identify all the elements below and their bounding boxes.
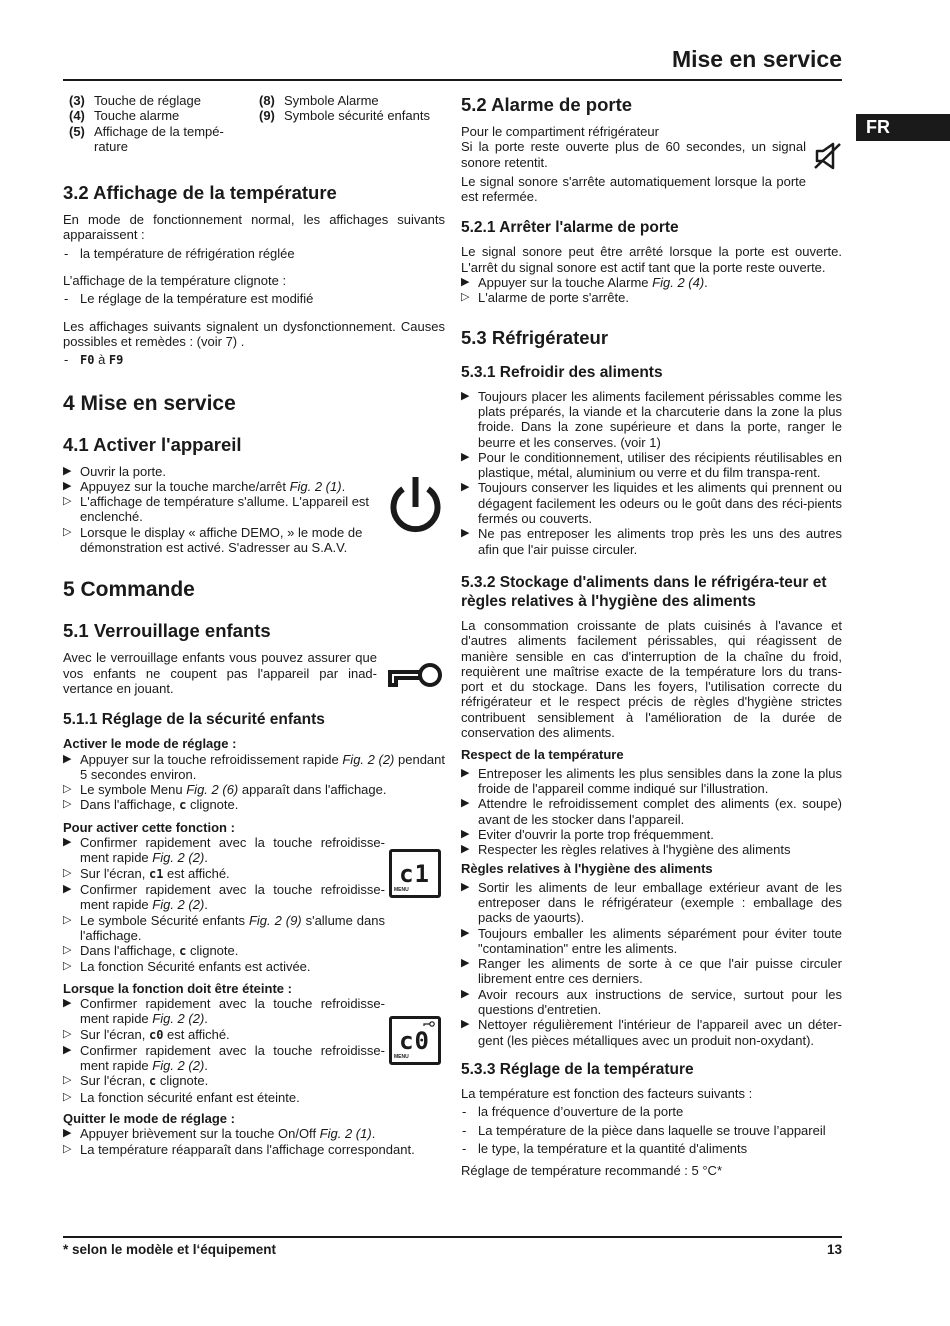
step-heading: Activer le mode de réglage :	[63, 736, 237, 752]
power-icon	[387, 473, 444, 537]
list-item: ▶ Ranger les aliments de sorte à ce que l'air puisse circuler librement entre ces derniers.	[461, 956, 842, 987]
section-heading: 4.1 Activer l'appareil	[63, 433, 242, 455]
chapter-heading: 4 Mise en service	[63, 391, 236, 415]
paragraph: La température est fonction des facteurs suivants :	[461, 1085, 753, 1101]
header-rule	[63, 79, 842, 81]
list-item: - F0 à F9	[64, 352, 124, 368]
section-heading: 3.2 Affichage de la température	[63, 182, 337, 204]
list-item: ▷ Sur l'écran, c0 est affiché.	[63, 1026, 230, 1042]
instruction-list	[461, 389, 842, 557]
instruction-list	[461, 275, 842, 306]
list-item: ▶ Confirmer rapidement avec la touche refroidisse-ment rapide Fig. 2 (2).	[63, 1042, 385, 1074]
paragraph: La consommation croissante de plats cuisinés à l'avance et d'autres aliments facilement périssables, qui réagissent de manière sensible en cas d'interruption de la chaîne du froid, requièrent une maîtrise exacte de la température lors du trans-port et du stockage. Dans les foyers, l'utilisation correcte du réfrigérateur et le respect précis de règles d'hygiène strictes contribuent sensiblement à l'amélioration de la durée de conservation des aliments.	[461, 617, 842, 741]
list-item: ▷ La température réapparaît dans l'affichage correspondant.	[63, 1141, 415, 1157]
list-item: - La température de la pièce dans laquelle se trouve l’appareil	[462, 1122, 826, 1138]
list-item: ▷ Sur l'écran, c1 est affiché.	[63, 865, 230, 881]
section-heading: 5.1 Verrouillage enfants	[63, 620, 271, 642]
paragraph: Les affichages suivants signalent un dysfonctionnement. Causes possibles et remèdes : (voir 7) .	[63, 318, 445, 349]
list-item: - le type, la température et la quantité d'aliments	[462, 1140, 748, 1156]
list-item: ▷ La fonction sécurité enfant est éteinte.	[63, 1089, 300, 1105]
list-item: ▶ Appuyez sur la touche marche/arrêt Fig. 2 (1).	[63, 478, 346, 494]
right-column	[461, 93, 842, 1178]
chapter-heading: 5 Commande	[63, 578, 195, 602]
paragraph: Réglage de température recommandé : 5 °C*	[461, 1163, 723, 1179]
alarm-off-icon	[813, 141, 842, 171]
list-item: ▷ Le symbole Menu Fig. 2 (6) apparaît dans l'affichage.	[63, 782, 387, 798]
legend-item: (5) Affichage de la tempé- rature	[69, 123, 224, 154]
paragraph: Pour le compartiment réfrigérateur	[461, 124, 659, 139]
left-column	[63, 93, 445, 1157]
list-item: ▶ Toujours conserver les liquides et les aliments qui prennent ou dégagent facilement les odeurs ou le goût dans des réci-pients fermés ou couverts.	[461, 480, 842, 527]
paragraph: Avec le verrouillage enfants vous pouvez assurer que vos enfants ne coupent pas l'appareil par inad-vertance en jouant.	[63, 650, 377, 696]
list-item: ▶ Avoir recours aux instructions de service, surtout pour les questions d'entretien.	[461, 986, 842, 1018]
legend-item: (3) Touche de réglage	[69, 93, 201, 108]
legend-item: (8) Symbole Alarme	[259, 93, 379, 108]
list-item: ▶ Toujours emballer les aliments séparément pour éviter toute "contamination" entre les aliments.	[461, 925, 842, 956]
instruction-list	[63, 752, 445, 814]
section-heading: 5.3 Réfrigérateur	[461, 326, 609, 348]
subsection-heading: 5.1.1 Réglage de la sécurité enfants	[63, 711, 325, 729]
list-item: ▷ Sur l'écran, c clignote.	[63, 1073, 209, 1089]
list-item: ▷ L'alarme de porte s'arrête.	[461, 290, 629, 306]
paragraph: Le signal sonore peut être arrêté lorsque la porte est ouverte. L'arrêt du signal sonore est actif tant que la porte reste ouverte.	[461, 244, 842, 275]
list-item: ▷ Lorsque le display « affiche DEMO, » le mode de démonstration est activé. S'adresser au S.A.V.	[63, 524, 363, 556]
list-item: ▶ Attendre le refroidissement complet des aliments (ex. soupe) avant de les stocker dans l'appareil.	[461, 796, 842, 827]
list-item: - Le réglage de la température est modifié	[64, 291, 314, 307]
subsection-heading: 5.3.2 Stockage d'aliments dans le réfrigéra-teur et règles relatives à l'hygiène des aliments	[461, 573, 827, 610]
list-item: ▶ Appuyer brièvement sur la touche On/Off Fig. 2 (1).	[63, 1126, 376, 1142]
subsection-heading: 5.3.3 Réglage de la température	[461, 1060, 694, 1078]
paragraph: Le signal sonore s'arrête automatiquement lorsque la porte est refermée.	[461, 173, 806, 205]
subsection-heading: 5.3.1 Refroidir des aliments	[461, 363, 663, 381]
list-item: ▶ Entreposer les aliments les plus sensibles dans la zone la plus froide de l'appareil comme indiqué sur l'illustration.	[461, 765, 842, 796]
page-title: Mise en service	[671, 46, 842, 72]
key-icon	[386, 661, 444, 689]
lcd-display-c0: c0 MENU	[389, 1016, 441, 1065]
section-heading: 5.2 Alarme de porte	[461, 94, 633, 115]
list-item: ▷ Le symbole Sécurité enfants Fig. 2 (9) s'allume dans l'affichage.	[63, 912, 385, 943]
step-heading: Quitter le mode de réglage :	[63, 1111, 235, 1127]
list-item: ▶ Toujours placer les aliments facilement périssables comme les plats préparés, la viande et la charcuterie dans la zone la plus froide. Dans la zone supérieure et dans la porte, ranger le beurre et les conserves. (voir 1)	[461, 388, 842, 450]
page-number: 13	[826, 1242, 842, 1257]
subsection-heading: 5.2.1 Arrêter l'alarme de porte	[461, 219, 679, 237]
list-item: ▷ L'affichage de température s'allume. L'appareil est enclenché.	[63, 494, 370, 525]
paragraph: L’affichage de la température clignote :	[63, 273, 287, 289]
list-item: ▶ Eviter d'ouvrir la porte trop fréquemment.	[461, 826, 714, 842]
instruction-list	[63, 1126, 445, 1157]
list-item: ▶ Ne pas entreposer les aliments trop près les uns des autres afin que l'air puisse circuler.	[461, 526, 842, 557]
list-item: ▷ Dans l'affichage, c clignote.	[63, 797, 239, 813]
list-item: - la fréquence d’ouverture de la porte	[462, 1104, 684, 1120]
instruction-list	[63, 835, 445, 975]
paragraph: Si la porte reste ouverte plus de 60 secondes, un signal sonore retentit.	[461, 139, 806, 170]
list-item: ▶ Respecter les règles relatives à l'hygiène des aliments	[461, 842, 791, 858]
instruction-list	[461, 880, 842, 1048]
list-item: ▶ Nettoyer régulièrement l'intérieur de l'appareil avec un déter-gent (les pièces métalliques avec un produit non-oxydant).	[461, 1017, 842, 1048]
step-heading: Règles relatives à l'hygiène des aliments	[461, 861, 713, 877]
instruction-list	[63, 996, 445, 1105]
list-item: ▶ Confirmer rapidement avec la touche refroidisse-ment rapide Fig. 2 (2).	[63, 881, 385, 913]
language-tab: FR	[856, 114, 950, 141]
list-item: ▶ Confirmer rapidement avec la touche refroidisse-ment rapide Fig. 2 (2).	[63, 835, 385, 866]
lcd-display-c1: c1 MENU	[389, 849, 441, 898]
paragraph: En mode de fonctionnement normal, les affichages suivants apparaissent :	[63, 212, 445, 243]
list-item: ▷ Dans l'affichage, c clignote.	[63, 943, 239, 959]
step-heading: Lorsque la fonction doit être éteinte :	[63, 980, 292, 996]
list-item: ▶ Sortir les aliments de leur emballage extérieur avant de les entreposer dans le réfrigérateur (exemple : emballage des packs de yaourts).	[461, 879, 842, 926]
list-item: ▷ La fonction Sécurité enfants est activée.	[63, 959, 311, 975]
list-item: ▶ Confirmer rapidement avec la touche refroidisse-ment rapide Fig. 2 (2).	[63, 995, 385, 1027]
instruction-list	[461, 766, 842, 858]
list-item: - la température de réfrigération réglée	[64, 245, 295, 261]
footer-rule	[63, 1236, 842, 1238]
list-item: ▶ Pour le conditionnement, utiliser des récipients réutilisables en plastique, métal, aluminium ou verre et du film transpa-rent.	[461, 449, 842, 481]
list-item: ▶ Appuyer sur la touche refroidissement rapide Fig. 2 (2) pendant 5 secondes environ.	[63, 751, 446, 782]
step-heading: Pour activer cette fonction :	[63, 819, 235, 835]
step-heading: Respect de la température	[461, 747, 624, 763]
legend-item: (4) Touche alarme	[69, 108, 180, 124]
legend-item: (9) Symbole sécurité enfants	[259, 108, 430, 124]
list-item: ▶ Appuyer sur la touche Alarme Fig. 2 (4).	[461, 275, 708, 291]
legend	[63, 93, 445, 154]
footer-note: * selon le modèle et l‘équipement	[63, 1242, 277, 1257]
list-item: ▶ Ouvrir la porte.	[63, 463, 166, 479]
